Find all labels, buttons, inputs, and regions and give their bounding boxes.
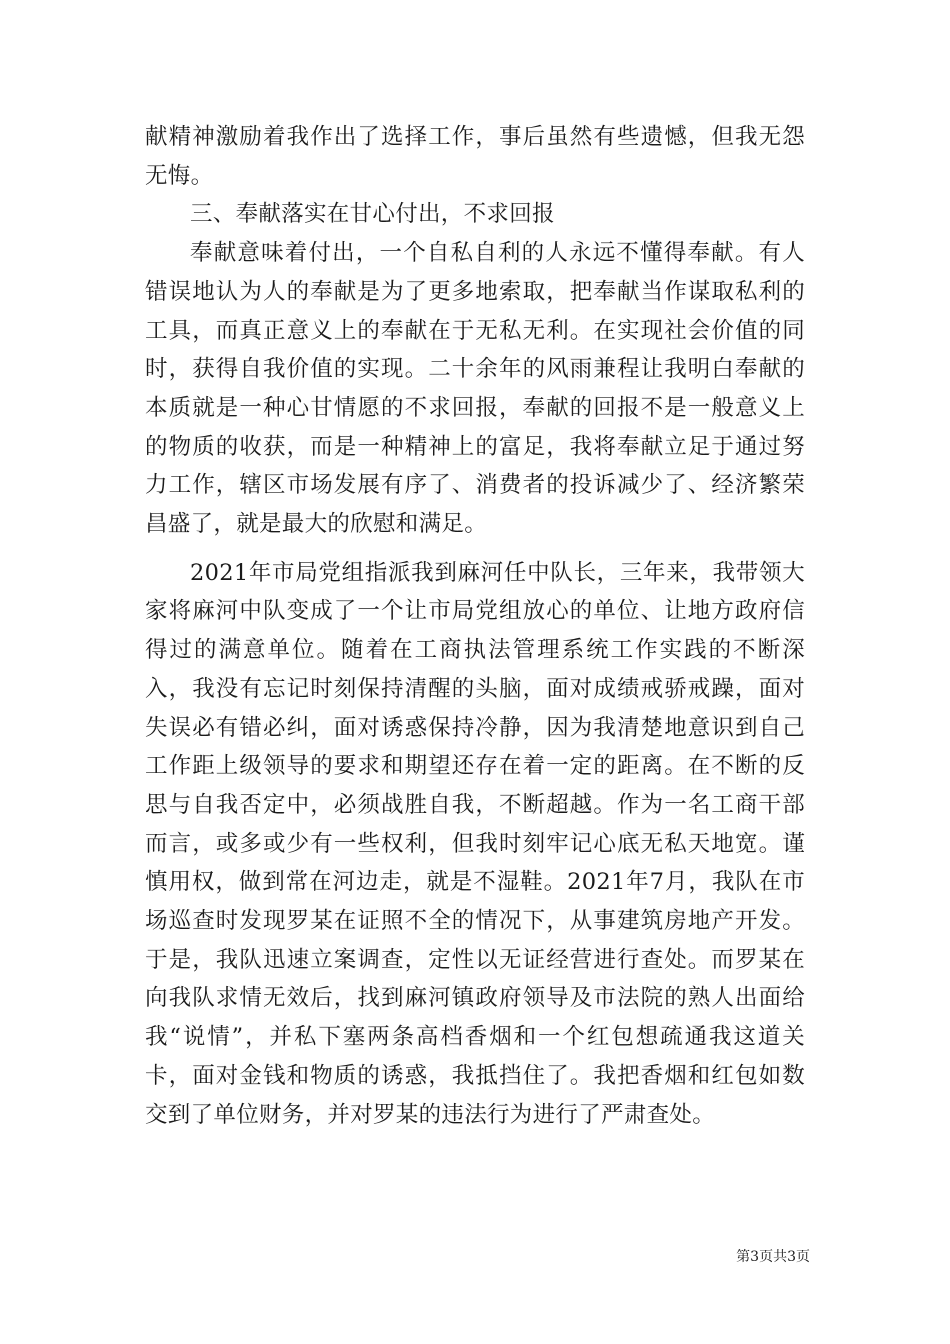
document-body [145,118,805,1134]
paragraph-gap [145,544,805,554]
paragraph-dedication: 奉献意味着付出，一个自私自利的人永远不懂得奉献。有人错误地认为人的奉献是为了更多地索取，把奉献当作谋取私利的工具，而真正意义上的奉献在于无私无利。在实现社会价值的同时，获得自我价值的实现。二十余年的风雨兼程让我明白奉献的本质就是一种心甘情愿的不求回报，奉献的回报不是一般意义上的物质的收获，而是一种精神上的富足，我将奉献立足于通过努力工作，辖区市场发展有序了、消费者的投诉减少了、经济繁荣昌盛了，就是最大的欣慰和满足。 [145,240,805,538]
paragraph-continuation: 献精神激励着我作出了选择工作，事后虽然有些遗憾，但我无怨无悔。 [145,124,805,189]
section-heading: 三、奉献落实在甘心付出，不求回报 [190,201,555,228]
paragraph-mahe-squad: 2021年市局党组指派我到麻河任中队长，三年来，我带领大家将麻河中队变成了一个让市局党组放心的单位、让地方政府信得过的满意单位。随着在工商执法管理系统工作实践的不断深入，我没有忘记时刻保持清醒的头脑，面对成绩戒骄戒躁，面对失误必有错必纠，面对诱惑保持冷静，因为我清楚地意识到自己工作距上级领导的要求和期望还存在着一定的距离。在不断的反思与自我否定中，必须战胜自我，不断超越。作为一名工商干部而言，或多或少有一些权利，但我时刻牢记心底无私天地宽。谨慎用权，做到常在河边走，就是不湿鞋。2021年7月，我队在市场巡查时发现罗某在证照不全的情况下，从事建筑房地产开发。于是，我队迅速立案调查，定性以无证经营进行查处。而罗某在向我队求情无效后，找到麻河镇政府领导及市法院的熟人出面给我“说情”，并私下塞两条高档香烟和一个红包想疏通我这道关卡，面对金钱和物质的诱惑，我抵挡住了。我把香烟和红包如数交到了单位财务，并对罗某的违法行为进行了严肃查处。 [145,559,805,1128]
page-number-footer: 第3页共3页 [736,1249,810,1265]
